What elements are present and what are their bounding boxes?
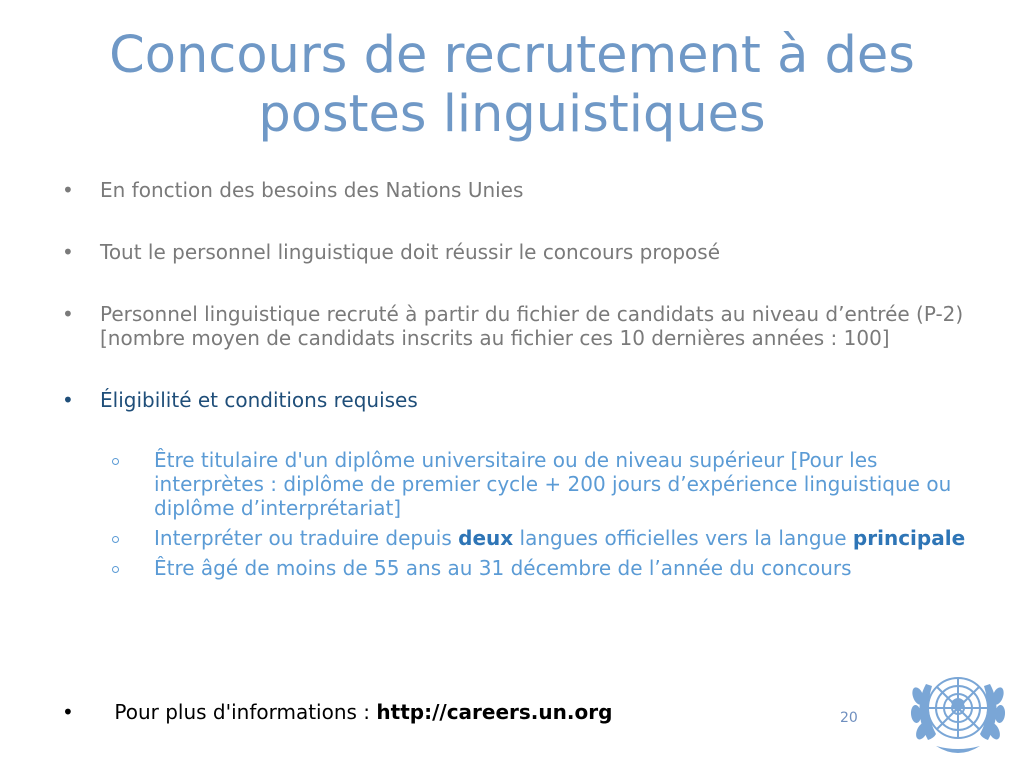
more-info-line [62,700,612,724]
bullet-item [62,178,972,202]
circle-bullet-icon [112,458,119,465]
bullet-text: Personnel linguistique recruté à partir du fichier de candidats au niveau d’entrée (P-2) [nombre moyen de candidats inscrits au fichier ces 10 dernières années : 100] [100,302,964,350]
bullet-text: Éligibilité et conditions requises [100,388,418,412]
sub-bullet-text-part: langues officielles vers la langue [513,526,853,550]
careers-link[interactable]: http://careers.un.org [376,700,613,724]
bullet-dot-icon: • [62,388,74,412]
bullet-dot-icon: • [62,178,74,202]
circle-bullet-icon [112,566,119,573]
un-emblem-icon [902,664,1014,760]
bullet-text: Tout le personnel linguistique doit réussir le concours proposé [100,240,720,264]
sub-bullet-bold: principale [852,526,966,550]
bullet-item-eligibility [62,388,972,580]
bullet-dot-icon: • [62,700,74,724]
circle-bullet-icon [112,536,119,543]
bullet-dot-icon: • [62,240,74,264]
sub-bullet-text-part: Interpréter ou traduire depuis [154,526,459,550]
sub-bullet-text: Être âgé de moins de 55 ans au 31 décembre de l’année du concours [154,556,852,580]
sub-bullet-item [108,448,972,520]
slide-title-line-1: Concours de recrutement à des [109,26,915,85]
bullet-item [62,240,972,264]
slide-title-line-2: postes linguistiques [258,85,766,144]
sub-bullet-list [100,448,972,580]
sub-bullet-item [108,526,972,550]
page-number: 20 [840,710,858,726]
sub-bullet-text: Être titulaire d'un diplôme universitaire ou de niveau supérieur [Pour les interprètes : diplôme de premier cycle + 200 jours d’expérience linguistique ou diplôme d’interprétariat] [154,448,952,520]
bullet-item [62,302,972,350]
bullet-dot-icon: • [62,302,74,326]
slide-title [40,26,984,144]
sub-bullet-item [108,556,972,580]
bullet-list [62,178,972,586]
sub-bullet-bold: deux [458,526,514,550]
more-info-label: Pour plus d'informations : [114,700,377,724]
bullet-text: En fonction des besoins des Nations Unies [100,178,524,202]
